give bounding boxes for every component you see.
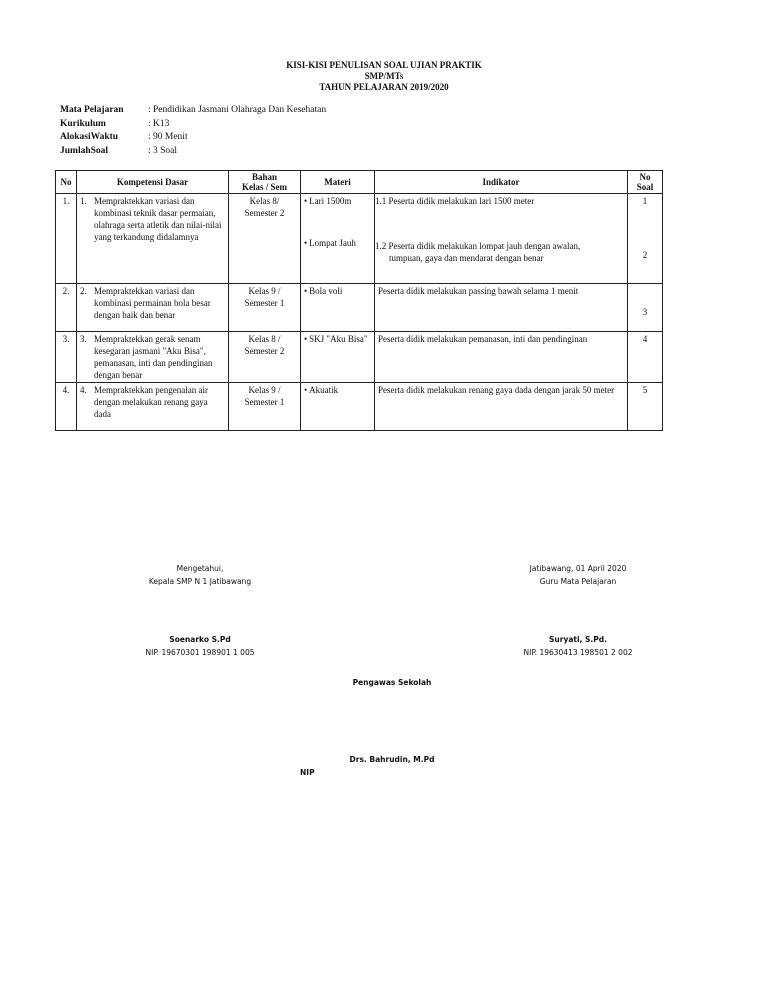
materi-item: • Lari 1500m	[304, 195, 371, 207]
signature-right	[498, 564, 658, 658]
indikator-item: Peserta didik melakukan renang gaya dada dengan jarak 50 meter	[378, 385, 615, 395]
kd-number: 4.	[80, 385, 87, 395]
cell-indikator	[375, 383, 628, 431]
header-bahan	[229, 171, 301, 194]
header-nosoal	[628, 171, 663, 194]
cell-kelas	[229, 284, 301, 332]
cell-no: 4.	[56, 383, 77, 431]
header-indikator: Indikator	[375, 171, 628, 194]
cell-kompetensi	[77, 284, 229, 332]
materi-item: • SKJ "Aku Bisa"	[304, 333, 371, 345]
kd-text: Mempraktekkan gerak senam kesegaran jasmani "Aku Bisa", pemanasan, inti dan pendinginan dengan benar	[94, 334, 213, 380]
sig-center-nip: NIP	[300, 768, 315, 777]
semester-line: Semester 2	[244, 208, 285, 218]
cell-no: 3.	[56, 332, 77, 383]
info-row-time	[60, 131, 326, 145]
header-nosoal-line1: No	[639, 172, 651, 182]
sig-center-name: Drs. Bahrudin, M.Pd	[349, 755, 435, 764]
sig-right-place-date: Jatibawang, 01 April 2020	[529, 564, 627, 573]
info-label: AlokasiWaktu	[60, 132, 119, 142]
kelas-line: Kelas 8 /	[248, 334, 281, 344]
header-no: No	[56, 171, 77, 194]
header-bahan-line1: Bahan	[251, 172, 277, 182]
cell-no: 1.	[56, 194, 77, 284]
info-block	[60, 104, 326, 158]
info-row-subject	[60, 104, 326, 118]
cell-kompetensi	[77, 194, 229, 284]
cell-indikator	[375, 284, 628, 332]
header-kompetensi: Kompetensi Dasar	[77, 171, 229, 194]
info-value: : 3 Soal	[148, 145, 178, 156]
info-value: : K13	[148, 118, 170, 129]
cell-kelas	[229, 332, 301, 383]
nosoal-value: 5	[642, 385, 648, 395]
table-row	[56, 284, 663, 332]
doc-subtitle-year: TAHUN PELAJARAN 2019/2020	[319, 82, 449, 92]
doc-title: KISI-KISI PENULISAN SOAL UJIAN PRAKTIK	[286, 60, 482, 70]
signature-left	[120, 564, 280, 658]
cell-materi	[301, 332, 375, 383]
info-row-count	[60, 145, 326, 159]
cell-kompetensi	[77, 332, 229, 383]
sig-left-name: Soenarko S.Pd	[169, 635, 231, 644]
header-nosoal-line2: Soal	[636, 182, 654, 192]
info-label: Mata Pelajaran	[60, 105, 124, 115]
info-label: Kurikulum	[60, 118, 106, 129]
kd-text: Mempraktekkan variasi dan kombinasi teknik dasar permaian, olahraga serta atletik dan nilai-nilai yang terkandung didalamnya	[94, 196, 222, 242]
info-row-curriculum	[60, 118, 326, 132]
semester-line: Semester 2	[244, 346, 285, 356]
cell-materi	[301, 194, 375, 284]
indikator-item: 1.2 Peserta didik melakukan lompat jauh dengan awalan,	[375, 241, 581, 251]
table-row	[56, 332, 663, 383]
indikator-item: 1.1 Peserta didik melakukan lari 1500 meter	[375, 196, 535, 206]
materi-item: • Akuatik	[304, 384, 371, 396]
kd-number: 2.	[80, 286, 87, 296]
cell-indikator	[375, 332, 628, 383]
kelas-line: Kelas 8/	[249, 196, 280, 206]
cell-indikator	[375, 194, 628, 284]
cell-nosoal	[628, 332, 663, 383]
cell-nosoal	[628, 284, 663, 332]
nosoal-value: 3	[642, 307, 648, 317]
table-row	[56, 383, 663, 431]
sig-right-role: Guru Mata Pelajaran	[539, 577, 617, 586]
cell-nosoal	[628, 194, 663, 284]
cell-materi	[301, 383, 375, 431]
cell-nosoal	[628, 383, 663, 431]
info-label: JumlahSoal	[60, 145, 109, 156]
nosoal-value: 1	[642, 196, 648, 206]
kelas-line: Kelas 9 /	[248, 286, 281, 296]
kisi-kisi-table	[55, 170, 663, 431]
sig-left-nip: NIP. 19670301 198901 1 005	[145, 648, 255, 657]
semester-line: Semester 1	[244, 298, 285, 308]
kd-number: 1.	[80, 196, 87, 206]
doc-subtitle-school: SMP/MTs	[364, 71, 404, 81]
header-bahan-line2: Kelas / Sem	[242, 182, 287, 192]
kd-number: 3.	[80, 334, 87, 344]
nosoal-value: 4	[642, 334, 648, 344]
materi-item: • Lompat Jauh	[304, 237, 371, 249]
indikator-item: Peserta didik melakukan pemanasan, inti dan pendinginan	[378, 334, 588, 344]
info-value: : 90 Menit	[148, 132, 188, 142]
cell-kompetensi	[77, 383, 229, 431]
materi-item: • Bola voli	[304, 285, 371, 297]
kd-text: Mempraktekkan pengenalan air dengan melakukan renang gaya dada	[94, 385, 208, 419]
nosoal-value: 2	[642, 250, 648, 260]
cell-kelas	[229, 383, 301, 431]
sig-left-line1: Mengetahui,	[176, 564, 224, 573]
table-row	[56, 194, 663, 284]
cell-no: 2.	[56, 284, 77, 332]
cell-materi	[301, 284, 375, 332]
kd-text: Mempraktekkan variasi dan kombinasi permainan bola besar dengan baik dan benar	[94, 286, 211, 320]
sig-center-role: Pengawas Sekolah	[352, 678, 432, 687]
indikator-item: Peserta didik melakukan passing bawah selama 1 menit	[378, 286, 579, 296]
indikator-item-cont: tumpuan, gaya dan mendarat dengan benar	[389, 253, 544, 263]
kelas-line: Kelas 9 /	[248, 385, 281, 395]
header-materi: Materi	[301, 171, 375, 194]
cell-kelas	[229, 194, 301, 284]
sig-right-nip: NIP. 19630413 198501 2 002	[523, 648, 633, 657]
table-header-row	[56, 171, 663, 194]
sig-right-name: Suryati, S.Pd.	[549, 635, 607, 644]
sig-left-role: Kepala SMP N 1 Jatibawang	[148, 577, 252, 586]
info-value: : Pendidikan Jasmani Olahraga Dan Kesehatan	[148, 105, 327, 115]
semester-line: Semester 1	[244, 397, 285, 407]
